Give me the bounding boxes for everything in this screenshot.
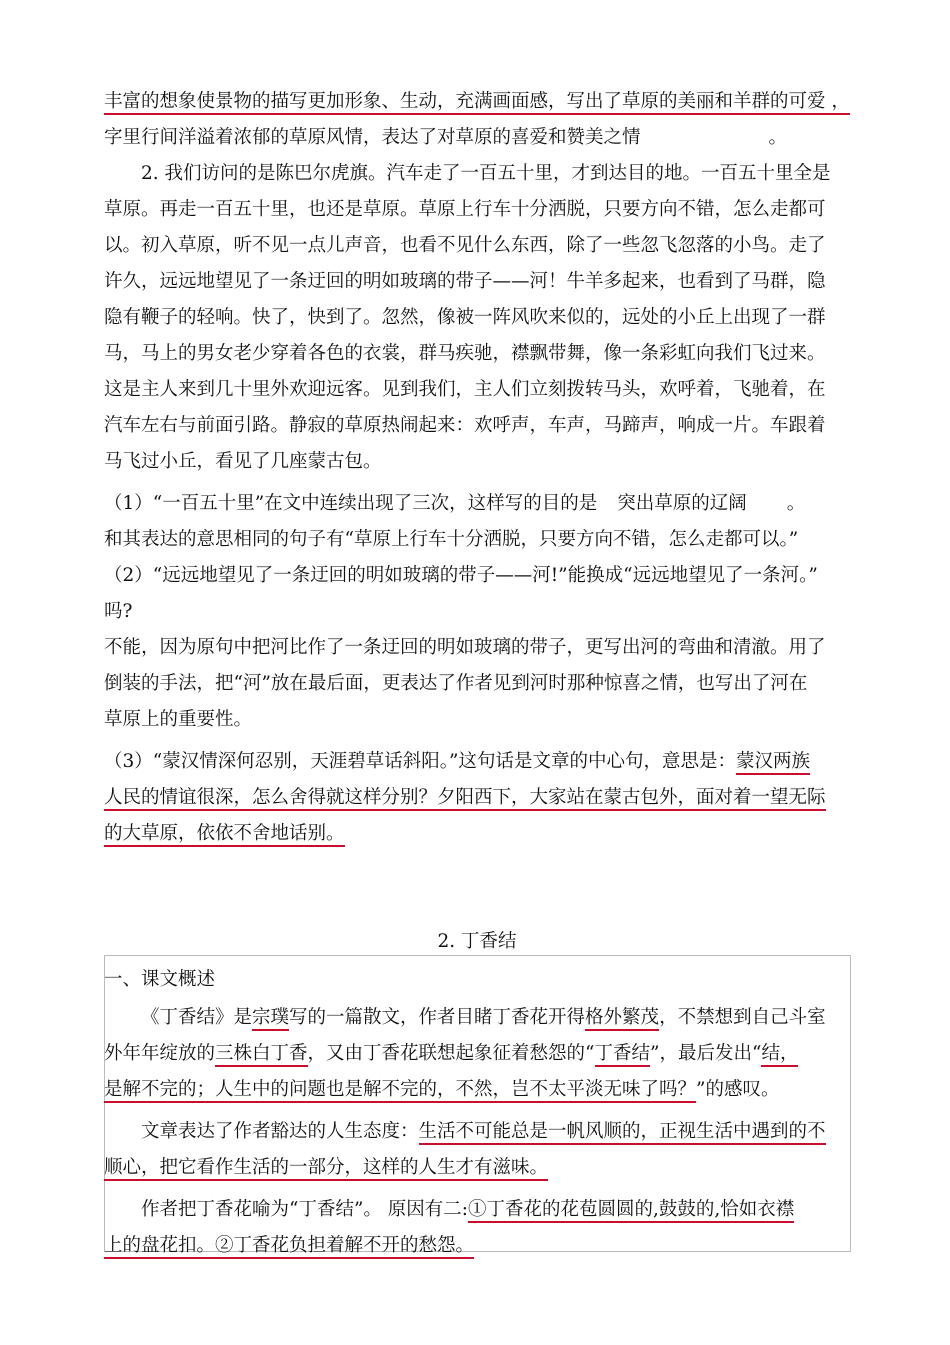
- passage-line: 草原。再走一百五十里，也还是草原。草原上行车十分洒脱，只要方向不错，怎么走都可: [104, 199, 826, 220]
- passage-line: 许久，远远地望见了一条迂回的明如玻璃的带子——河！牛羊多起来，也看到了马群，隐: [104, 271, 826, 292]
- answer-line: 字里行间洋溢着浓郁的草原风情，表达了对草原的喜爱和赞美之情 。: [104, 127, 788, 148]
- passage-line: 以。初入草原，听不见一点儿声音，也看不见什么东西，除了一些忽飞忽落的小鸟。走了: [104, 235, 826, 256]
- summary-line: 《丁香结》是宗璞写的一篇散文，作者目睹丁香花开得格外繁茂，不禁想到自己斗室: [104, 1000, 850, 1036]
- answer-1: 突出草原的辽阔: [617, 493, 747, 514]
- passage-line: 隐有鞭子的轻响。快了，快到了。忽然，像被一阵风吹来似的，远处的小丘上出现了一群: [104, 307, 826, 328]
- summary-line: 作者把丁香花喻为“丁香结”。 原因有二:①丁香花的花苞圆圆的,鼓鼓的,恰如衣襟: [104, 1192, 850, 1228]
- passage-line: 这是主人来到几十里外欢迎远客。见到我们，主人们立刻拨转马头，欢呼着，飞驰着，在: [104, 379, 826, 400]
- question-2-line: 吗?: [104, 601, 133, 622]
- summary-line: 文章表达了作者豁达的人生态度：生活不可能总是一帆风顺的，正视生活中遇到的不: [104, 1114, 850, 1150]
- question-1-line: 和其表达的意思相同的句子有“草原上行车十分洒脱，只要方向不错，怎么走都可以。”: [104, 529, 799, 550]
- summary-line: 外年年绽放的三株白丁香，又由丁香花联想起象征着愁怨的“丁香结”，最后发出“结，: [104, 1036, 850, 1072]
- summary-heading: 一、课文概述: [104, 969, 216, 990]
- question-3: （3）“蒙汉情深何忍别，天涯碧草话斜阳。”这句话是文章的中心句，意思是：蒙汉两族: [104, 744, 850, 780]
- answer-2-line: 倒装的手法，把“河”放在最后面，更表达了作者见到河时那种惊喜之情，也写出了河在: [104, 673, 808, 694]
- question-1: （1）“一百五十里”在文中连续出现了三次，这样写的目的是 突出草原的辽阔 。: [104, 493, 806, 514]
- question-2: （2）“远远地望见了一条迂回的明如玻璃的带子——河!”能换成“远远地望见了一条河。”: [104, 565, 818, 586]
- answer-2-line: 不能，因为原句中把河比作了一条迂回的明如玻璃的带子，更写出河的弯曲和清澈。用了: [104, 637, 826, 658]
- passage-line: 2. 我们访问的是陈巴尔虎旗。汽车走了一百五十里，才到达目的地。一百五十里全是: [141, 163, 831, 184]
- summary-line: 顺心，把它看作生活的一部分，这样的人生才有滋味。: [104, 1150, 850, 1186]
- summary-line: 是解不完的；人生中的问题也是解不完的，不然，岂不太平淡无味了吗？”的感叹。: [104, 1072, 850, 1108]
- answer-line: [104, 84, 850, 120]
- passage-line: 马，马上的男女老少穿着各色的衣裳，群马疾驰，襟飘带舞，像一条彩虹向我们飞过来。: [104, 343, 826, 364]
- underlined-answer: 蒙汉两族: [736, 751, 810, 775]
- answer-3-line: 人民的情谊很深，怎么舍得就这样分别？夕阳西下，大家站在蒙古包外，面对着一望无际: [104, 780, 850, 816]
- passage-line: 马飞过小丘，看见了几座蒙古包。: [104, 451, 382, 472]
- section-title: 2. 丁香结: [437, 931, 517, 952]
- summary-line: 上的盘花扣。②丁香花负担着解不开的愁怨。: [104, 1228, 850, 1264]
- underlined-answer: 丰富的想象使景物的描写更加形象、生动，充满画面感，写出了草原的美丽和羊群的可爱 ，: [104, 91, 850, 115]
- answer-3-line: 的大草原，依依不舍地话别。: [104, 816, 850, 852]
- passage-line: 汽车左右与前面引路。静寂的草原热闹起来：欢呼声，车声，马蹄声，响成一片。车跟着: [104, 415, 826, 436]
- answer-2-line: 草原上的重要性。: [104, 709, 253, 730]
